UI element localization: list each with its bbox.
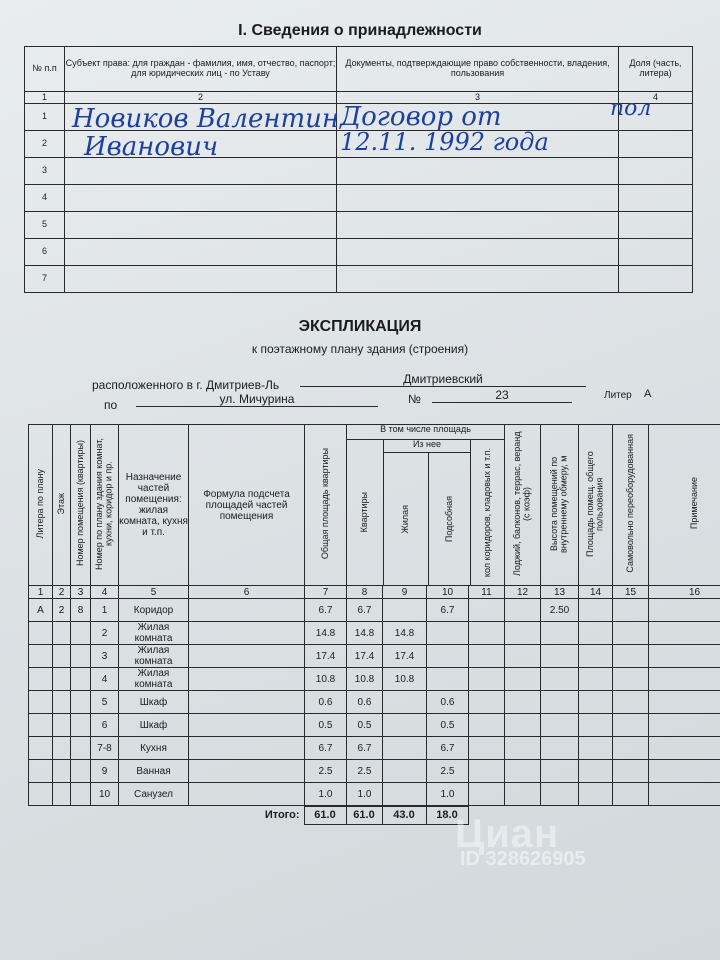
cell-note bbox=[649, 668, 720, 691]
cell-balconies bbox=[505, 783, 541, 806]
watermark-brand: Циан bbox=[455, 812, 560, 856]
cell-auxiliary-area bbox=[427, 622, 469, 645]
cell-floor bbox=[53, 737, 71, 760]
cell-living-area: 17.4 bbox=[383, 645, 427, 668]
cell-note bbox=[649, 691, 720, 714]
cell-note bbox=[649, 645, 720, 668]
cell-balconies bbox=[505, 760, 541, 783]
number-label: № bbox=[408, 392, 421, 406]
explication-row bbox=[29, 668, 720, 691]
handwritten-document-line1: Договор от bbox=[340, 102, 502, 132]
header-living-area: Жилая bbox=[384, 453, 429, 585]
cell-apartment bbox=[71, 760, 91, 783]
cell-unauthorized bbox=[613, 622, 649, 645]
cell-purpose: Кухня bbox=[119, 737, 189, 760]
ownership-cell bbox=[619, 266, 693, 293]
cell-height: 2.50 bbox=[541, 599, 579, 622]
cell-balconies bbox=[505, 691, 541, 714]
cell-auxiliary-area bbox=[427, 645, 469, 668]
header-apartment-area: Квартиры bbox=[347, 440, 384, 585]
cell-note bbox=[649, 622, 720, 645]
ownership-cell bbox=[619, 131, 693, 158]
explication-col-number: 15 bbox=[613, 586, 649, 599]
cell-height bbox=[541, 737, 579, 760]
ownership-cell bbox=[337, 212, 619, 239]
cell-formula bbox=[189, 714, 305, 737]
header-subgroup-label: Из нее bbox=[384, 440, 470, 453]
cell-height bbox=[541, 645, 579, 668]
cell-liter bbox=[29, 622, 53, 645]
cell-formula bbox=[189, 783, 305, 806]
cell-height bbox=[541, 783, 579, 806]
ownership-col-number: 3 bbox=[337, 92, 619, 104]
cell-common bbox=[579, 783, 613, 806]
cell-formula bbox=[189, 599, 305, 622]
cell-apartment-area: 14.8 bbox=[347, 622, 383, 645]
cell-corridors bbox=[469, 622, 505, 645]
header-balconies: Лоджий, балконов, террас, веранд (с коэф) bbox=[505, 425, 541, 586]
cell-corridors bbox=[469, 691, 505, 714]
ownership-cell bbox=[619, 158, 693, 185]
cell-room-number: 5 bbox=[91, 691, 119, 714]
cell-floor bbox=[53, 714, 71, 737]
total-auxiliary-area: 18.0 bbox=[426, 807, 468, 825]
cell-purpose: Жилая комната bbox=[119, 668, 189, 691]
cell-height bbox=[541, 668, 579, 691]
ownership-row-number: 6 bbox=[25, 239, 65, 266]
explication-col-number: 9 bbox=[383, 586, 427, 599]
cell-room-number: 3 bbox=[91, 645, 119, 668]
explication-row bbox=[29, 737, 720, 760]
cell-apartment bbox=[71, 622, 91, 645]
ownership-row-number: 3 bbox=[25, 158, 65, 185]
header-unauthorized: Самовольно переоборудованная bbox=[613, 425, 649, 586]
explication-row bbox=[29, 783, 720, 806]
cell-formula bbox=[189, 691, 305, 714]
header-area-group bbox=[347, 425, 505, 586]
cell-liter bbox=[29, 645, 53, 668]
cell-apartment bbox=[71, 645, 91, 668]
cell-common bbox=[579, 622, 613, 645]
cell-purpose: Санузел bbox=[119, 783, 189, 806]
header-liter: Литера по плану bbox=[29, 425, 53, 586]
cell-total-area: 0.5 bbox=[305, 714, 347, 737]
cell-common bbox=[579, 599, 613, 622]
cell-auxiliary-area: 0.5 bbox=[427, 714, 469, 737]
cell-unauthorized bbox=[613, 645, 649, 668]
cell-floor: 2 bbox=[53, 599, 71, 622]
cell-common bbox=[579, 691, 613, 714]
cell-unauthorized bbox=[613, 783, 649, 806]
cell-living-area bbox=[383, 599, 427, 622]
cell-liter bbox=[29, 714, 53, 737]
ownership-col-number: 4 bbox=[619, 92, 693, 104]
ownership-row-number: 2 bbox=[25, 131, 65, 158]
cell-apartment-area: 0.5 bbox=[347, 714, 383, 737]
cell-formula bbox=[189, 645, 305, 668]
cell-height bbox=[541, 622, 579, 645]
explication-col-number: 8 bbox=[347, 586, 383, 599]
header-corridors-area: кол коридоров, кладовых и т.п. bbox=[481, 447, 492, 578]
cell-total-area: 10.8 bbox=[305, 668, 347, 691]
cell-liter bbox=[29, 691, 53, 714]
cell-purpose: Жилая комната bbox=[119, 622, 189, 645]
cell-unauthorized bbox=[613, 599, 649, 622]
cell-balconies bbox=[505, 737, 541, 760]
header-auxiliary-area: Подсобная bbox=[443, 495, 454, 543]
cell-unauthorized bbox=[613, 714, 649, 737]
explication-col-number: 6 bbox=[189, 586, 305, 599]
cell-floor bbox=[53, 691, 71, 714]
cell-apartment-area: 6.7 bbox=[347, 599, 383, 622]
cell-corridors bbox=[469, 645, 505, 668]
explication-row bbox=[29, 622, 720, 645]
cell-living-area bbox=[383, 760, 427, 783]
cell-floor bbox=[53, 783, 71, 806]
house-number-value: 23 bbox=[432, 388, 572, 403]
cell-apartment-area: 0.6 bbox=[347, 691, 383, 714]
cell-apartment bbox=[71, 783, 91, 806]
cell-auxiliary-area: 1.0 bbox=[427, 783, 469, 806]
ownership-section-title: I. Сведения о принадлежности bbox=[238, 22, 482, 39]
header-formula: Формула подсчета площадей частей помещения bbox=[189, 425, 305, 586]
cell-total-area: 14.8 bbox=[305, 622, 347, 645]
total-general-area: 61.0 bbox=[304, 807, 346, 825]
cell-auxiliary-area: 2.5 bbox=[427, 760, 469, 783]
ownership-cell bbox=[619, 239, 693, 266]
cell-formula bbox=[189, 737, 305, 760]
header-subject: Субъект права: для граждан - фамилия, имя, отчество, паспорт; для юридических лиц - по Уставу bbox=[65, 47, 337, 92]
cell-liter bbox=[29, 783, 53, 806]
ownership-cell bbox=[337, 266, 619, 293]
ownership-table bbox=[24, 46, 693, 293]
cell-purpose: Жилая комната bbox=[119, 645, 189, 668]
po-label: по bbox=[104, 398, 118, 412]
cell-balconies bbox=[505, 668, 541, 691]
ownership-row bbox=[25, 185, 693, 212]
cell-common bbox=[579, 714, 613, 737]
cell-purpose: Коридор bbox=[119, 599, 189, 622]
cell-corridors bbox=[469, 668, 505, 691]
cell-unauthorized bbox=[613, 691, 649, 714]
header-share: Доля (часть, литера) bbox=[619, 47, 693, 92]
cell-total-area: 1.0 bbox=[305, 783, 347, 806]
explication-col-number: 5 bbox=[119, 586, 189, 599]
header-purpose: Назначение частей помещения: жилая комната, кухня и т.п. bbox=[119, 425, 189, 586]
cell-unauthorized bbox=[613, 760, 649, 783]
ownership-col-number: 1 bbox=[25, 92, 65, 104]
location-label: расположенного в г. Дмитриев-Ль bbox=[92, 378, 280, 392]
cell-liter bbox=[29, 668, 53, 691]
cell-floor bbox=[53, 668, 71, 691]
cell-apartment-area: 17.4 bbox=[347, 645, 383, 668]
explication-col-number: 2 bbox=[53, 586, 71, 599]
ownership-col-number: 2 bbox=[65, 92, 337, 104]
explication-col-number: 3 bbox=[71, 586, 91, 599]
cell-living-area bbox=[383, 714, 427, 737]
explication-col-number: 12 bbox=[505, 586, 541, 599]
ownership-cell bbox=[65, 239, 337, 266]
cell-living-area: 14.8 bbox=[383, 622, 427, 645]
header-area-group-label: В том числе площадь bbox=[347, 425, 504, 440]
district-value: Дмитриевский bbox=[300, 372, 586, 387]
cell-liter bbox=[29, 760, 53, 783]
cell-balconies bbox=[505, 714, 541, 737]
ownership-row-number: 5 bbox=[25, 212, 65, 239]
explication-row bbox=[29, 691, 720, 714]
cell-apartment-area: 1.0 bbox=[347, 783, 383, 806]
cell-unauthorized bbox=[613, 737, 649, 760]
ownership-row bbox=[25, 239, 693, 266]
cell-corridors bbox=[469, 783, 505, 806]
ownership-row bbox=[25, 266, 693, 293]
cell-common bbox=[579, 737, 613, 760]
cell-formula bbox=[189, 668, 305, 691]
cell-total-area: 2.5 bbox=[305, 760, 347, 783]
handwritten-subject-line2: Иванович bbox=[84, 132, 219, 162]
handwritten-subject-line1: Новиков Валентин bbox=[72, 104, 339, 134]
cell-note bbox=[649, 714, 720, 737]
total-row bbox=[28, 806, 469, 825]
cell-apartment bbox=[71, 714, 91, 737]
header-note: Примечание bbox=[649, 425, 720, 586]
cell-total-area: 17.4 bbox=[305, 645, 347, 668]
ownership-row bbox=[25, 212, 693, 239]
cell-unauthorized bbox=[613, 668, 649, 691]
liter-value: А bbox=[644, 388, 652, 400]
cell-room-number: 4 bbox=[91, 668, 119, 691]
cell-apartment: 8 bbox=[71, 599, 91, 622]
cell-total-area: 6.7 bbox=[305, 599, 347, 622]
explication-col-number: 13 bbox=[541, 586, 579, 599]
cell-note bbox=[649, 599, 720, 622]
cell-formula bbox=[189, 760, 305, 783]
ownership-row-number: 7 bbox=[25, 266, 65, 293]
header-total-area: Общая площадь квартиры bbox=[305, 425, 347, 586]
cell-liter: А bbox=[29, 599, 53, 622]
explication-row bbox=[29, 760, 720, 783]
cell-apartment-area: 6.7 bbox=[347, 737, 383, 760]
explication-subtitle: к поэтажному плану здания (строения) bbox=[251, 342, 469, 356]
handwritten-share: пол bbox=[610, 96, 652, 121]
total-label: Итого: bbox=[264, 809, 300, 822]
explication-col-number: 10 bbox=[427, 586, 469, 599]
cell-auxiliary-area: 0.6 bbox=[427, 691, 469, 714]
cell-note bbox=[649, 760, 720, 783]
explication-title: ЭКСПЛИКАЦИЯ bbox=[298, 318, 422, 335]
cell-auxiliary-area bbox=[427, 668, 469, 691]
cell-room-number: 10 bbox=[91, 783, 119, 806]
cell-apartment bbox=[71, 668, 91, 691]
cell-room-number: 7-8 bbox=[91, 737, 119, 760]
cell-liter bbox=[29, 737, 53, 760]
cell-corridors bbox=[469, 599, 505, 622]
cell-corridors bbox=[469, 760, 505, 783]
cell-corridors bbox=[469, 737, 505, 760]
explication-col-number: 7 bbox=[305, 586, 347, 599]
watermark-id: ID 328626905 bbox=[460, 848, 586, 870]
header-common-area: Площадь помещ. общего пользования bbox=[579, 425, 613, 586]
cell-total-area: 0.6 bbox=[305, 691, 347, 714]
ownership-row-number: 1 bbox=[25, 104, 65, 131]
liter-label: Литер bbox=[604, 390, 632, 401]
header-floor: Этаж bbox=[53, 425, 71, 586]
cell-auxiliary-area: 6.7 bbox=[427, 737, 469, 760]
cell-note bbox=[649, 783, 720, 806]
cell-height bbox=[541, 760, 579, 783]
cell-apartment-area: 10.8 bbox=[347, 668, 383, 691]
cell-living-area bbox=[383, 691, 427, 714]
cell-living-area bbox=[383, 737, 427, 760]
cell-living-area bbox=[383, 783, 427, 806]
ownership-cell bbox=[65, 185, 337, 212]
cell-common bbox=[579, 645, 613, 668]
cell-room-number: 1 bbox=[91, 599, 119, 622]
total-living-area: 43.0 bbox=[382, 807, 426, 825]
explication-table bbox=[28, 424, 720, 806]
explication-col-number: 14 bbox=[579, 586, 613, 599]
cell-room-number: 6 bbox=[91, 714, 119, 737]
cell-balconies bbox=[505, 645, 541, 668]
cell-living-area: 10.8 bbox=[383, 668, 427, 691]
cell-purpose: Ванная bbox=[119, 760, 189, 783]
ownership-row-number: 4 bbox=[25, 185, 65, 212]
cell-height bbox=[541, 714, 579, 737]
ownership-cell bbox=[337, 158, 619, 185]
cell-total-area: 6.7 bbox=[305, 737, 347, 760]
explication-row bbox=[29, 645, 720, 668]
cell-common bbox=[579, 668, 613, 691]
cell-apartment bbox=[71, 737, 91, 760]
header-room-number: Номер по плану здания комнат, кухни, коридор и пр. bbox=[91, 425, 119, 586]
explication-row bbox=[29, 599, 720, 622]
explication-col-number: 1 bbox=[29, 586, 53, 599]
cell-floor bbox=[53, 760, 71, 783]
cell-balconies bbox=[505, 622, 541, 645]
cell-corridors bbox=[469, 714, 505, 737]
cell-balconies bbox=[505, 599, 541, 622]
cell-room-number: 9 bbox=[91, 760, 119, 783]
cell-purpose: Шкаф bbox=[119, 714, 189, 737]
cell-common bbox=[579, 760, 613, 783]
cell-auxiliary-area: 6.7 bbox=[427, 599, 469, 622]
cell-apartment bbox=[71, 691, 91, 714]
explication-col-number: 16 bbox=[649, 586, 720, 599]
cell-floor bbox=[53, 645, 71, 668]
header-apartment-number: Номер помещения (квартиры) bbox=[71, 425, 91, 586]
explication-row bbox=[29, 714, 720, 737]
ownership-cell bbox=[65, 212, 337, 239]
header-height: Высота помещений по внутреннему обмеру, м bbox=[541, 425, 579, 586]
ownership-cell bbox=[65, 266, 337, 293]
cell-note bbox=[649, 737, 720, 760]
ownership-cell bbox=[337, 239, 619, 266]
header-documents: Документы, подтверждающие право собственности, владения, пользования bbox=[337, 47, 619, 92]
handwritten-document-line2: 12.11. 1992 года bbox=[340, 128, 549, 156]
cell-formula bbox=[189, 622, 305, 645]
ownership-cell bbox=[619, 212, 693, 239]
street-value: ул. Мичурина bbox=[136, 392, 378, 407]
total-apartment-area: 61.0 bbox=[346, 807, 382, 825]
cell-room-number: 2 bbox=[91, 622, 119, 645]
cell-apartment-area: 2.5 bbox=[347, 760, 383, 783]
header-num: № п.п bbox=[25, 47, 65, 92]
explication-col-number: 11 bbox=[469, 586, 505, 599]
ownership-cell bbox=[337, 185, 619, 212]
explication-col-number: 4 bbox=[91, 586, 119, 599]
cell-floor bbox=[53, 622, 71, 645]
cell-purpose: Шкаф bbox=[119, 691, 189, 714]
ownership-cell bbox=[619, 185, 693, 212]
cell-height bbox=[541, 691, 579, 714]
